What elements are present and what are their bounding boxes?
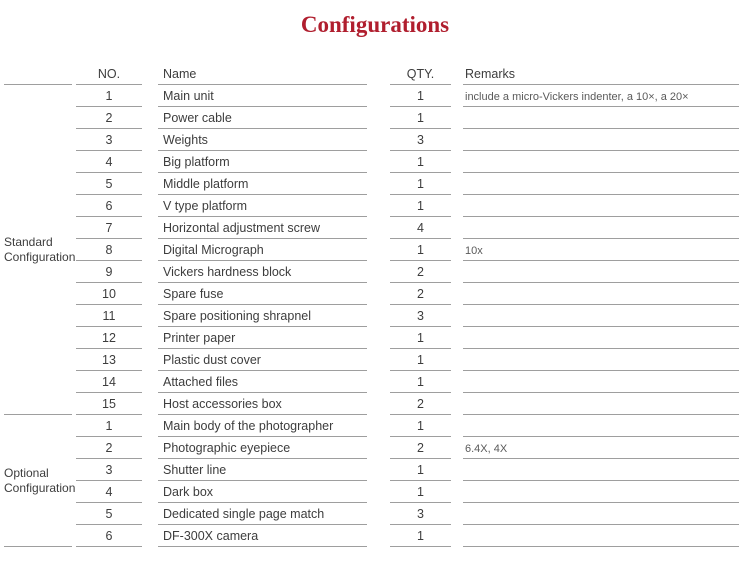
header-config-spacer (4, 63, 72, 85)
row-no: 11 (76, 305, 142, 327)
row-no: 10 (76, 283, 142, 305)
row-no: 3 (76, 129, 142, 151)
column-header-no: NO. (76, 63, 142, 85)
row-no: 4 (76, 481, 142, 503)
row-remark: include a micro-Vickers indenter, a 10×, a 20× (463, 85, 739, 107)
row-no: 2 (76, 437, 142, 459)
row-name: Shutter line (158, 459, 367, 481)
row-no: 8 (76, 239, 142, 261)
row-no: 6 (76, 525, 142, 547)
row-remark (463, 393, 739, 415)
row-name: Main unit (158, 85, 367, 107)
row-remark (463, 129, 739, 151)
row-qty: 2 (390, 437, 451, 459)
row-qty: 1 (390, 525, 451, 547)
row-remark (463, 195, 739, 217)
row-qty: 1 (390, 151, 451, 173)
row-no: 5 (76, 503, 142, 525)
row-no: 1 (76, 85, 142, 107)
row-qty: 2 (390, 393, 451, 415)
row-remark (463, 217, 739, 239)
row-qty: 1 (390, 371, 451, 393)
row-qty: 2 (390, 261, 451, 283)
row-qty: 1 (390, 239, 451, 261)
row-qty: 3 (390, 129, 451, 151)
row-no: 3 (76, 459, 142, 481)
row-qty: 1 (390, 85, 451, 107)
row-no: 13 (76, 349, 142, 371)
row-name: Horizontal adjustment screw (158, 217, 367, 239)
row-remark (463, 503, 739, 525)
row-qty: 1 (390, 481, 451, 503)
row-qty: 1 (390, 173, 451, 195)
row-no: 14 (76, 371, 142, 393)
row-name: Dark box (158, 481, 367, 503)
row-remark (463, 459, 739, 481)
row-name: Dedicated single page match (158, 503, 367, 525)
row-no: 1 (76, 415, 142, 437)
row-name: Plastic dust cover (158, 349, 367, 371)
row-name: Host accessories box (158, 393, 367, 415)
row-no: 7 (76, 217, 142, 239)
row-name: Middle platform (158, 173, 367, 195)
row-name: V type platform (158, 195, 367, 217)
row-no: 4 (76, 151, 142, 173)
row-name: Power cable (158, 107, 367, 129)
row-remark: 10x (463, 239, 739, 261)
row-no: 2 (76, 107, 142, 129)
row-remark (463, 415, 739, 437)
row-remark (463, 525, 739, 547)
row-name: Spare fuse (158, 283, 367, 305)
column-header-name: Name (158, 63, 367, 85)
row-qty: 1 (390, 195, 451, 217)
row-name: Spare positioning shrapnel (158, 305, 367, 327)
row-qty: 3 (390, 305, 451, 327)
row-remark (463, 151, 739, 173)
row-name: Weights (158, 129, 367, 151)
row-remark (463, 481, 739, 503)
row-name: Printer paper (158, 327, 367, 349)
row-name: Digital Micrograph (158, 239, 367, 261)
row-remark (463, 261, 739, 283)
row-remark (463, 283, 739, 305)
row-no: 15 (76, 393, 142, 415)
row-name: Photographic eyepiece (158, 437, 367, 459)
section-label: Standard Configuration (4, 85, 72, 415)
row-remark: 6.4X, 4X (463, 437, 739, 459)
row-name: DF-300X camera (158, 525, 367, 547)
section-label: Optional Configuration (4, 415, 72, 547)
row-name: Vickers hardness block (158, 261, 367, 283)
row-remark (463, 173, 739, 195)
row-no: 5 (76, 173, 142, 195)
row-qty: 1 (390, 459, 451, 481)
row-qty: 3 (390, 503, 451, 525)
row-name: Main body of the photographer (158, 415, 367, 437)
column-header-remarks: Remarks (463, 63, 739, 85)
row-name: Big platform (158, 151, 367, 173)
row-qty: 1 (390, 327, 451, 349)
row-remark (463, 327, 739, 349)
row-no: 9 (76, 261, 142, 283)
row-remark (463, 371, 739, 393)
page-title: Configurations (300, 12, 450, 37)
row-qty: 1 (390, 107, 451, 129)
configurations-table (4, 63, 739, 547)
row-remark (463, 305, 739, 327)
row-qty: 4 (390, 217, 451, 239)
row-qty: 2 (390, 283, 451, 305)
row-qty: 1 (390, 349, 451, 371)
row-name: Attached files (158, 371, 367, 393)
row-remark (463, 107, 739, 129)
row-no: 12 (76, 327, 142, 349)
column-header-qty: QTY. (390, 63, 451, 85)
row-remark (463, 349, 739, 371)
row-no: 6 (76, 195, 142, 217)
row-qty: 1 (390, 415, 451, 437)
